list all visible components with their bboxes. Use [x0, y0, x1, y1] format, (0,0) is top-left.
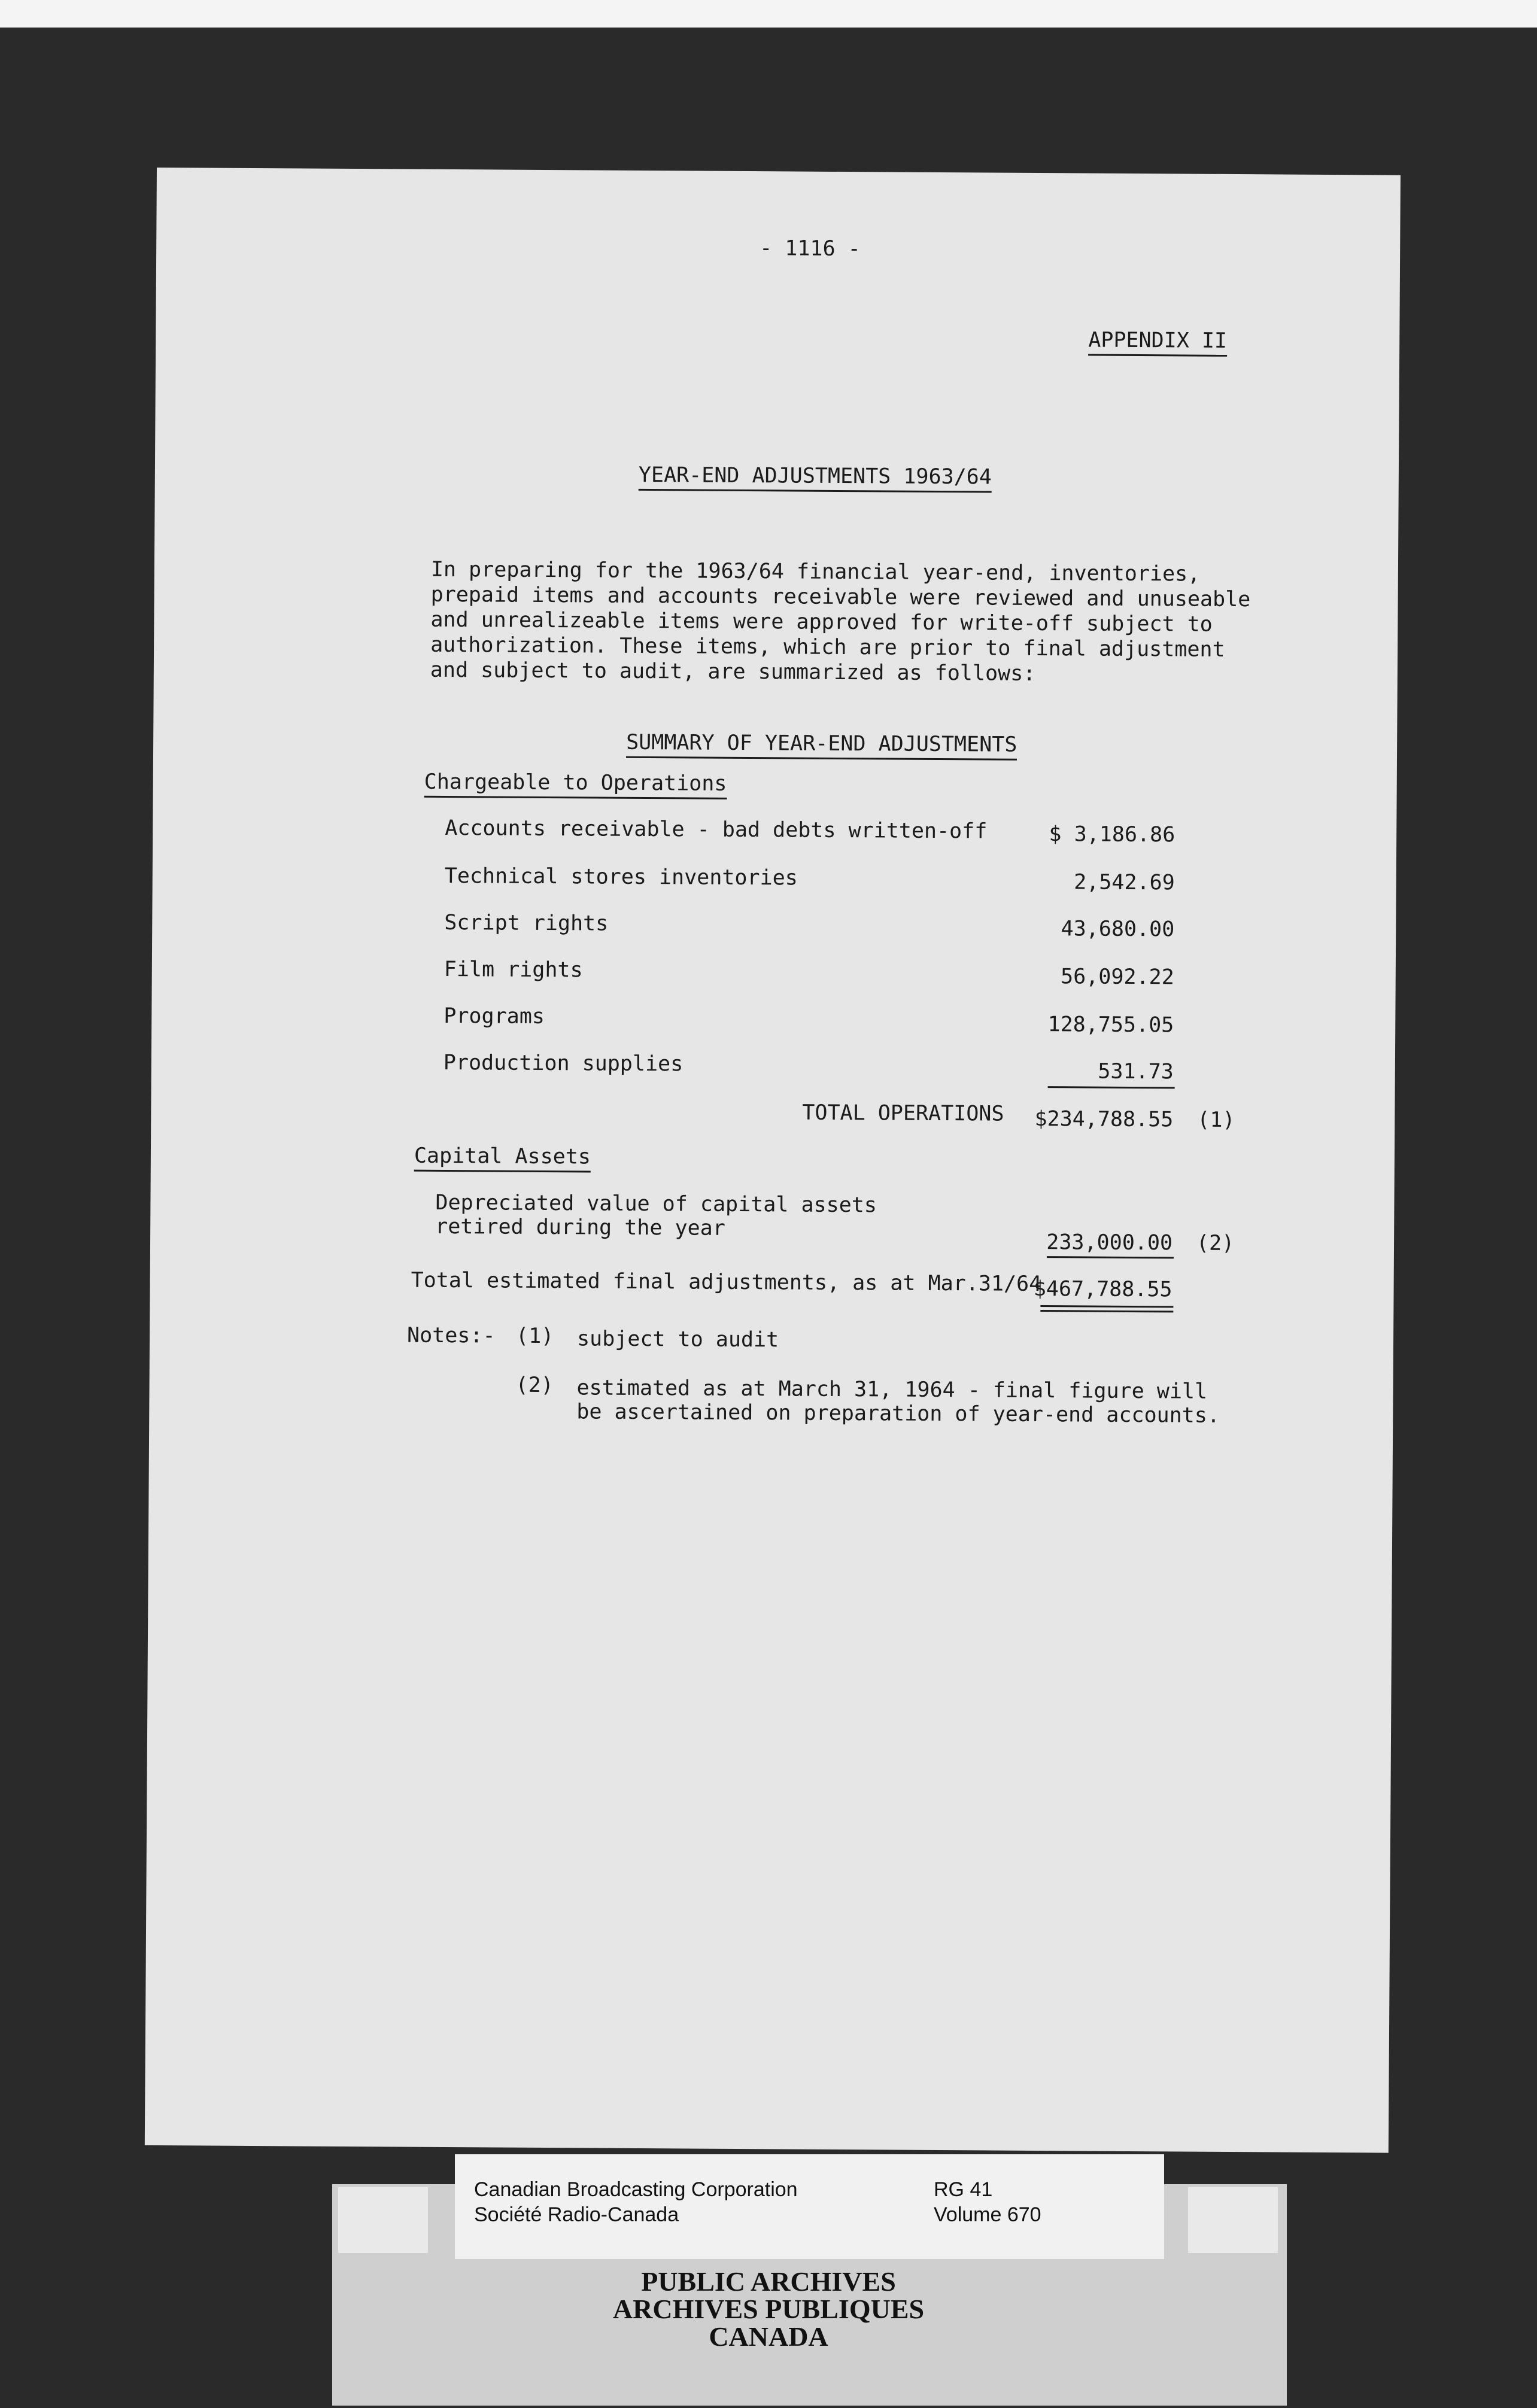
org-name-en: Canadian Broadcasting Corporation: [474, 2178, 798, 2201]
total-operations-note: (1): [1197, 1108, 1235, 1133]
capital-note: (2): [1196, 1231, 1235, 1256]
scan-top-strip: [0, 0, 1537, 28]
operations-item-amount: 43,680.00: [1061, 917, 1175, 942]
intro-line-3: and unrealizeable items were approved for write-off subject to: [430, 607, 1213, 637]
note-text: estimated as at March 31, 1964 - final figure will: [576, 1376, 1208, 1404]
capital-line-1: Depreciated value of capital assets: [435, 1190, 877, 1218]
note-text: subject to audit: [576, 1327, 779, 1352]
grand-total-amount: $467,788.55: [1033, 1276, 1173, 1302]
grand-total-double-rule-1: [1040, 1305, 1173, 1308]
subtotal-rule: [1048, 1086, 1175, 1089]
capital-amount: 233,000.00: [1046, 1230, 1173, 1255]
intro-line-1: In preparing for the 1963/64 financial year-end, inventories,: [430, 557, 1201, 586]
page-number: - 1116 -: [760, 236, 861, 262]
operations-item-label: Production supplies: [443, 1050, 684, 1077]
intro-line-5: and subject to audit, are summarized as follows:: [430, 658, 1036, 686]
archives-stamp-line-2: ARCHIVES PUBLIQUES: [612, 2294, 925, 2324]
operations-item-label: Script rights: [444, 910, 609, 936]
archive-label-left-tab: [338, 2187, 428, 2253]
intro-line-2: prepaid items and accounts receivable were reviewed and unuseable: [430, 582, 1251, 612]
capital-line-2: retired during the year: [435, 1214, 725, 1241]
volume-number: Volume 670: [934, 2203, 1041, 2226]
operations-item-amount: 128,755.05: [1047, 1013, 1174, 1038]
intro-line-4: authorization. These items, which are prior to final adjustment: [430, 633, 1225, 662]
document-title: YEAR-END ADJUSTMENTS 1963/64: [639, 463, 992, 493]
operations-item-amount: 531.73: [1098, 1059, 1174, 1084]
operations-heading: Chargeable to Operations: [424, 770, 727, 799]
archive-reference-card: [455, 2154, 1164, 2259]
operations-item-label: Programs: [444, 1004, 545, 1029]
org-name-fr: Société Radio-Canada: [474, 2203, 679, 2226]
operations-item-label: Technical stores inventories: [444, 864, 798, 890]
total-operations-amount: $234,788.55: [1034, 1106, 1174, 1132]
appendix-heading: APPENDIX II: [1088, 328, 1227, 357]
record-group: RG 41: [934, 2178, 993, 2201]
archives-stamp-line-1: PUBLIC ARCHIVES: [641, 2266, 896, 2297]
grand-total-double-rule-2: [1040, 1310, 1173, 1312]
summary-heading: SUMMARY OF YEAR-END ADJUSTMENTS: [626, 730, 1017, 761]
archive-label-right-tab: [1188, 2187, 1278, 2253]
note-text: be ascertained on preparation of year-end accounts.: [576, 1400, 1220, 1428]
operations-item-label: Accounts receivable - bad debts written-off: [445, 816, 988, 844]
operations-item-label: Film rights: [444, 957, 583, 983]
capital-rule: [1047, 1256, 1174, 1258]
document-page: [145, 168, 1401, 2153]
operations-item-amount: 2,542.69: [1074, 870, 1175, 895]
note-number: (2): [515, 1373, 554, 1398]
operations-item-amount: 56,092.22: [1060, 965, 1174, 990]
archives-stamp-line-3: CANADA: [709, 2321, 828, 2352]
note-number: (1): [515, 1324, 554, 1349]
grand-total-label: Total estimated final adjustments, as at Mar.31/64: [411, 1268, 1042, 1297]
capital-assets-heading: Capital Assets: [414, 1144, 591, 1173]
operations-item-amount: $ 3,186.86: [1049, 822, 1175, 847]
total-operations-label: TOTAL OPERATIONS: [802, 1100, 1004, 1126]
notes-label: Notes:-: [406, 1323, 496, 1348]
